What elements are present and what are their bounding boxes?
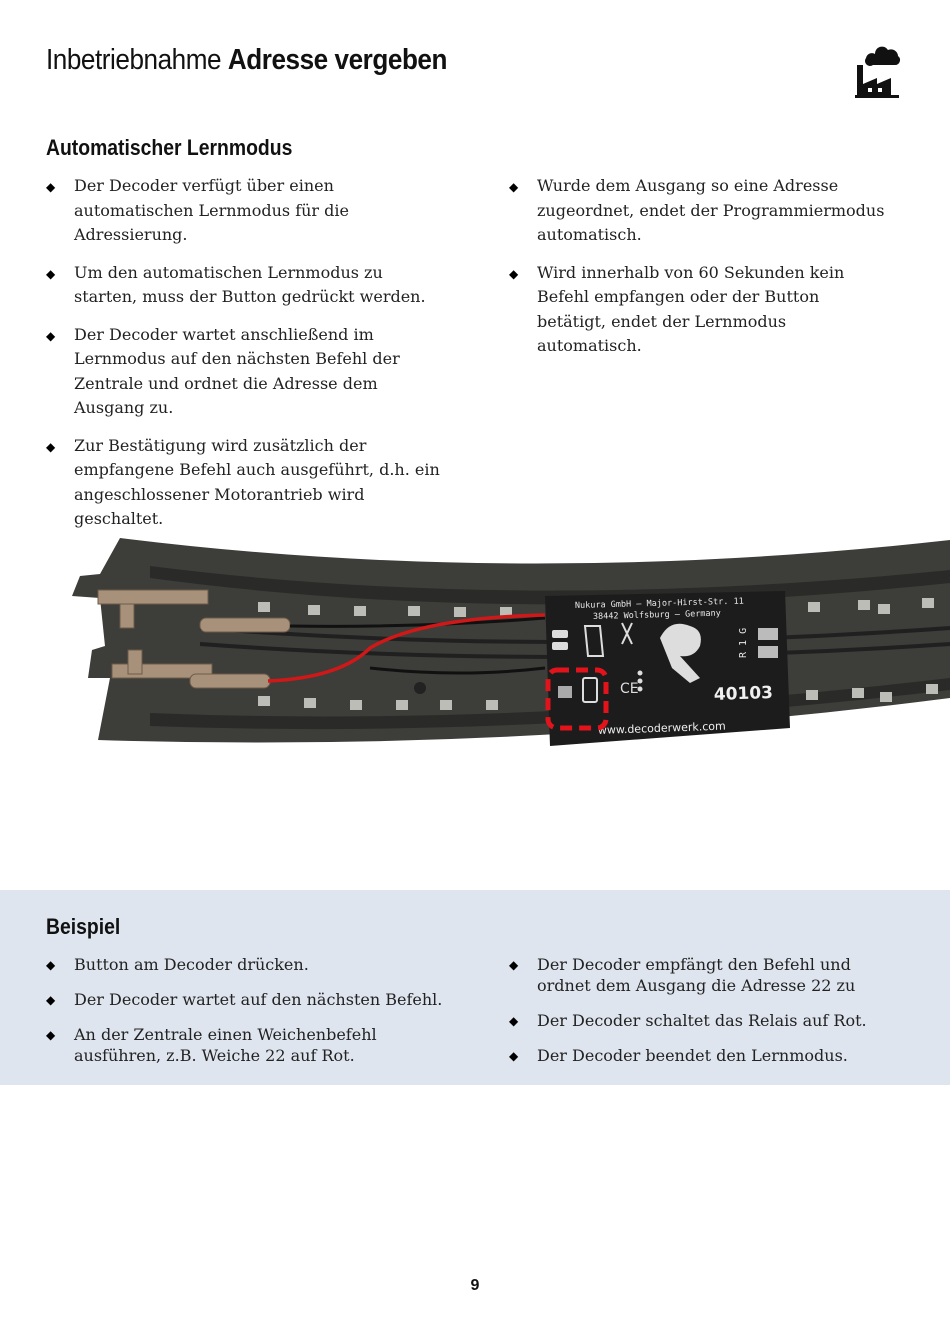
- page-title-light: Inbetriebnahme: [46, 44, 222, 76]
- pcb-address: 38442 Wolfsburg – Germany: [592, 608, 721, 622]
- factory-icon: [852, 44, 902, 100]
- list-item: ◆ Der Decoder beendet den Lernmodus.: [509, 1046, 848, 1065]
- svg-text:CE: CE: [620, 681, 639, 697]
- lernmodus-list-right: [509, 174, 889, 372]
- list-item: ◆ Der Decoder schaltet das Relais auf Rot.: [509, 1011, 867, 1030]
- list-item: ◆ Wird innerhalb von 60 Sekunden kein Befehl empfangen oder der Button betätigt, endet der Lernmodus automatisch.: [509, 262, 845, 355]
- list-item: ◆ Der Decoder wartet auf den nächsten Befehl.: [46, 990, 443, 1009]
- bullet-icon: ◆: [509, 1049, 519, 1063]
- page-title-bold: Adresse vergeben: [227, 44, 448, 76]
- bullet-icon: ◆: [46, 180, 56, 194]
- bullet-icon: ◆: [46, 958, 56, 972]
- bullet-icon: ◆: [46, 1028, 56, 1042]
- list-item: ◆ Wurde dem Ausgang so eine Adresse zugeordnet, endet der Programmiermodus automatisch.: [509, 176, 885, 244]
- decoder-track-photo: [0, 478, 950, 858]
- bullet-icon: ◆: [509, 1014, 519, 1028]
- bullet-icon: ◆: [509, 266, 519, 281]
- pcb-url: www.decoderwerk.com: [597, 719, 726, 737]
- list-item: ◆ Der Decoder verfügt über einen automatischen Lernmodus für die Adressierung.: [46, 176, 349, 244]
- beispiel-list-right: [509, 954, 899, 1080]
- pcb-pins: R 1 G: [738, 627, 749, 658]
- bullet-icon: ◆: [509, 180, 519, 194]
- section-heading-beispiel: Beispiel: [46, 914, 121, 939]
- section-heading-lernmodus: Automatischer Lernmodus: [46, 135, 293, 160]
- beispiel-list-left: [46, 954, 456, 1080]
- list-item: ◆ Um den automatischen Lernmodus zu starten, muss der Button gedrückt werden.: [46, 262, 426, 306]
- bullet-icon: ◆: [46, 266, 56, 281]
- bullet-icon: ◆: [509, 958, 519, 972]
- list-item: ◆ Button am Decoder drücken.: [46, 955, 309, 974]
- bullet-icon: ◆: [46, 439, 56, 454]
- list-item: ◆ Der Decoder empfängt den Befehl und ordnet dem Ausgang die Adresse 22 zu: [509, 955, 856, 995]
- bullet-icon: ◆: [46, 993, 56, 1007]
- pcb-model: 40103: [713, 682, 774, 705]
- list-item: ◆ Der Decoder wartet anschließend im Lernmodus auf den nächsten Befehl der Zentrale und ordnet die Adresse dem Ausgang zu.: [46, 324, 400, 417]
- pcb-company: Nukura GmbH – Major-Hirst-Str. 11: [574, 596, 744, 611]
- list-item: ◆ An der Zentrale einen Weichenbefehl ausführen, z.B. Weiche 22 auf Rot.: [46, 1025, 377, 1065]
- page-number: 9: [470, 1277, 480, 1294]
- page-title: [46, 44, 447, 77]
- list-item: ◆ Zur Bestätigung wird zusätzlich der empfangene Befehl auch ausgeführt, d.h. ein angeschlossener Motorantrieb wird geschaltet.: [46, 435, 440, 528]
- bullet-icon: ◆: [46, 328, 56, 343]
